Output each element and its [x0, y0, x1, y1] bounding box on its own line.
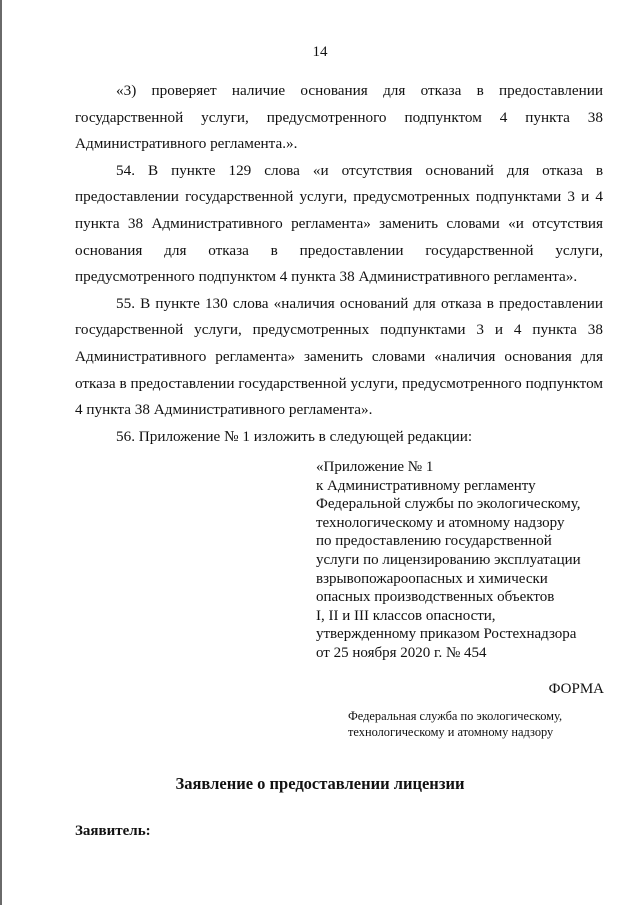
paragraph-3: «3) проверяет наличие основания для отказа в предоставлении государственной услуги, предусмотренного подпунктом 4 пункта 38 Административного регламента.». [75, 82, 603, 153]
document-title: Заявление о предоставлении лицензии [175, 774, 465, 793]
annex-line: технологическому и атомному надзору [316, 514, 565, 531]
agency-line: технологическому и атомному надзору [348, 725, 554, 739]
paragraph-55: 55. В пункте 130 слова «наличия оснований для отказа в предоставлении государственной услуги, предусмотренных подпунктами 3 и 4 пункта 38 Административного регламента» заменить словами «наличия основания для отказа в предоставлении государственной услуги, предусмотренного подпунктом 4 пункта 38 Административного регламента». [75, 294, 603, 419]
paragraph-56: 56. Приложение № 1 изложить в следующей редакции: [116, 427, 473, 445]
body-text [75, 78, 603, 450]
applicant-label: Заявитель: [75, 823, 151, 839]
paragraph-54: 54. В пункте 129 слова «и отсутствия оснований для отказа в предоставлении государственной услуги, предусмотренных подпунктами 3 и 4 пункта 38 Административного регламента» заменить словами «и отсутствия основания для отказа в предоставлении государственной услуги, предусмотренного подпунктом 4 пункта 38 Административного регламента». [75, 161, 603, 286]
annex-line: опасных производственных объектов [316, 589, 555, 606]
annex-line: Федеральной службы по экологическому, [316, 496, 581, 513]
annex-line: I, II и III классов опасности, [316, 607, 496, 624]
agency-addressee [348, 708, 562, 740]
annex-line: от 25 ноября 2020 г. № 454 [316, 644, 487, 661]
annex-line: услуги по лицензированию эксплуатации [316, 551, 581, 568]
annex-line: по предоставлению государственной [316, 533, 552, 550]
annex-line: к Административному регламенту [316, 477, 536, 494]
forma-label: ФОРМА [548, 681, 604, 697]
annex-header [316, 458, 616, 663]
agency-line: Федеральная служба по экологическому, [348, 709, 563, 723]
annex-line: взрывопожароопасных и химически [316, 570, 548, 587]
page-left-edge [0, 0, 2, 905]
annex-line: утвержденному приказом Ростехнадзора [316, 626, 577, 643]
annex-line: «Приложение № 1 [316, 459, 434, 475]
page-number: 14 [312, 44, 328, 60]
